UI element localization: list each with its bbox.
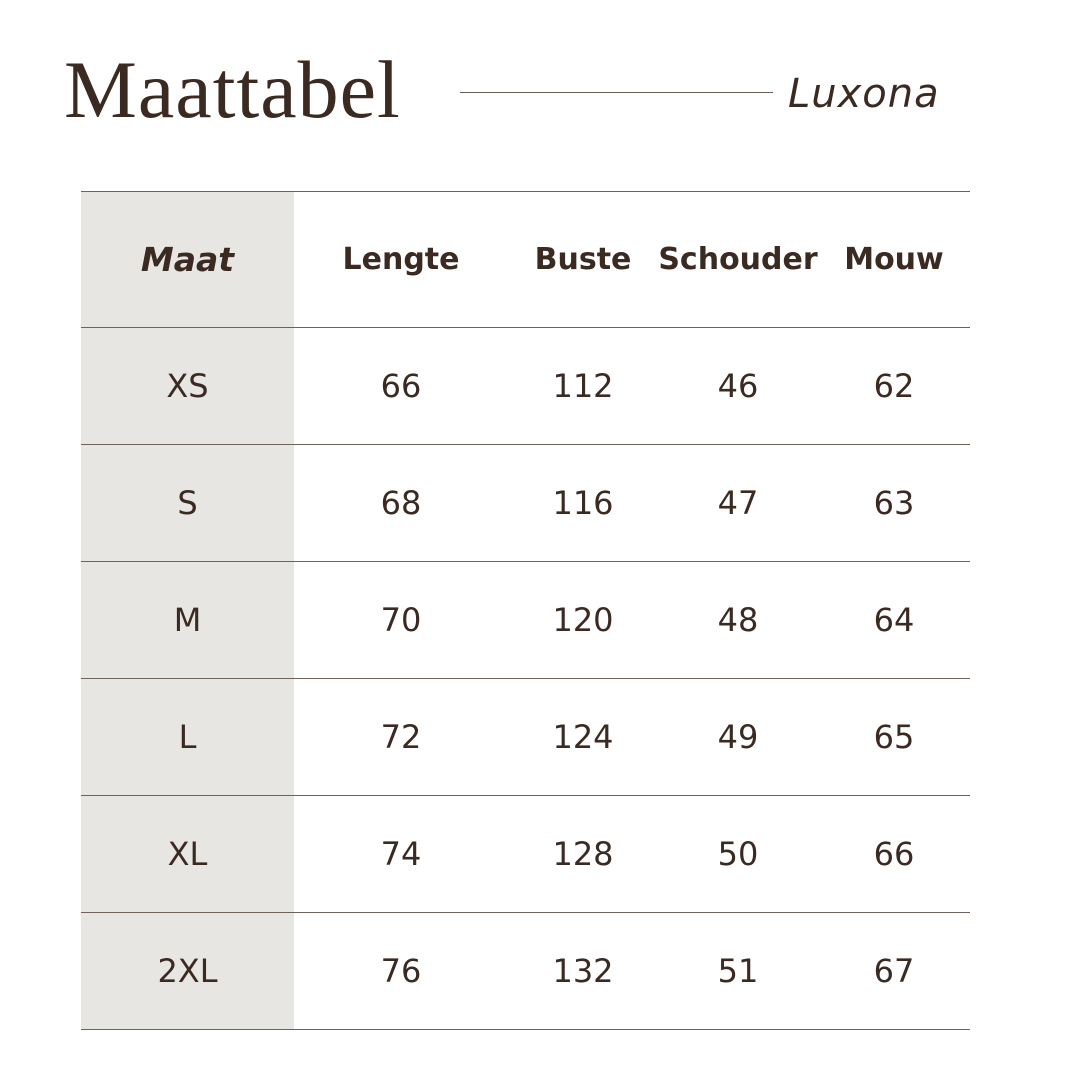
column-header-buste: Buste bbox=[534, 242, 632, 277]
lengte-cell: 74 bbox=[380, 835, 422, 873]
schouder-cell: 49 bbox=[717, 718, 759, 756]
column-header-lengte: Lengte bbox=[342, 242, 460, 277]
size-cell: S bbox=[81, 445, 294, 561]
buste-cell: 128 bbox=[552, 835, 614, 873]
table-row bbox=[81, 561, 970, 678]
buste-cell: 132 bbox=[552, 952, 614, 990]
table-row bbox=[81, 444, 970, 561]
buste-cell: 120 bbox=[552, 601, 614, 639]
mouw-cell: 66 bbox=[873, 835, 915, 873]
column-header-size: Maat bbox=[81, 192, 294, 327]
schouder-cell: 48 bbox=[717, 601, 759, 639]
size-table bbox=[81, 191, 970, 1030]
size-cell: 2XL bbox=[81, 913, 294, 1029]
schouder-cell: 50 bbox=[717, 835, 759, 873]
lengte-cell: 66 bbox=[380, 367, 422, 405]
lengte-cell: 68 bbox=[380, 484, 422, 522]
column-header-schouder: Schouder bbox=[658, 242, 818, 277]
page-title: Maattabel bbox=[64, 44, 401, 135]
mouw-cell: 65 bbox=[873, 718, 915, 756]
table-row bbox=[81, 327, 970, 444]
mouw-cell: 63 bbox=[873, 484, 915, 522]
schouder-cell: 51 bbox=[717, 952, 759, 990]
table-row bbox=[81, 912, 970, 1030]
size-cell: L bbox=[81, 679, 294, 795]
table-row bbox=[81, 678, 970, 795]
column-header-mouw: Mouw bbox=[844, 242, 944, 277]
mouw-cell: 67 bbox=[873, 952, 915, 990]
table-row bbox=[81, 795, 970, 912]
size-cell: M bbox=[81, 562, 294, 678]
title-divider bbox=[460, 92, 773, 93]
table-header-row bbox=[81, 191, 970, 327]
mouw-cell: 62 bbox=[873, 367, 915, 405]
buste-cell: 112 bbox=[552, 367, 614, 405]
buste-cell: 124 bbox=[552, 718, 614, 756]
size-cell: XL bbox=[81, 796, 294, 912]
lengte-cell: 70 bbox=[380, 601, 422, 639]
schouder-cell: 47 bbox=[717, 484, 759, 522]
brand-name: Luxona bbox=[788, 71, 940, 117]
schouder-cell: 46 bbox=[717, 367, 759, 405]
lengte-cell: 72 bbox=[380, 718, 422, 756]
buste-cell: 116 bbox=[552, 484, 614, 522]
size-cell: XS bbox=[81, 328, 294, 444]
lengte-cell: 76 bbox=[380, 952, 422, 990]
mouw-cell: 64 bbox=[873, 601, 915, 639]
